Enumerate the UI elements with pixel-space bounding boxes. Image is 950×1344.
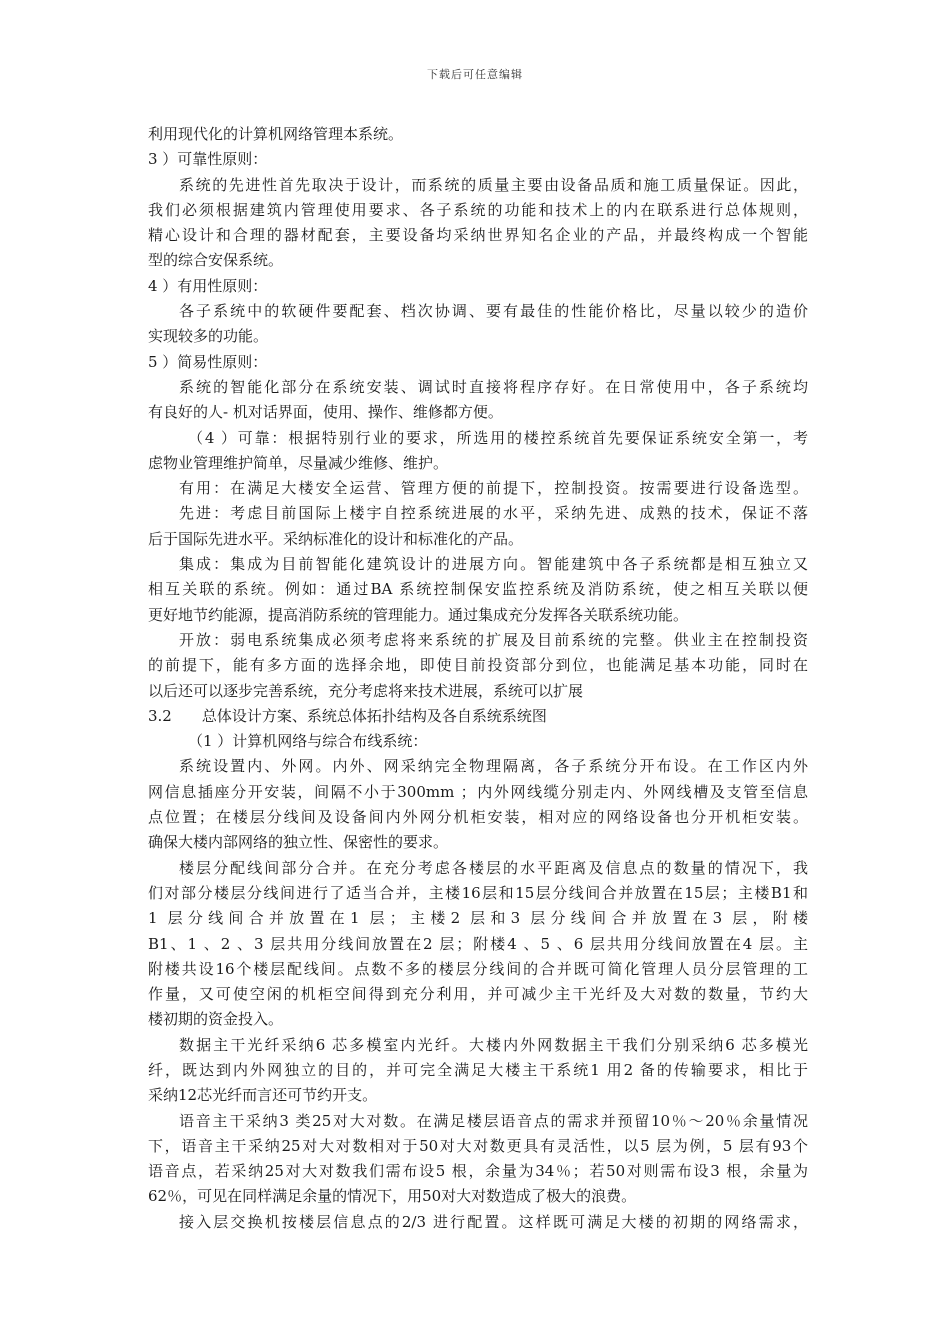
text-line: 确保大楼内部网络的独立性、保密性的要求。 [148,833,449,852]
text-line: 下，语音主干采纳25对大对数相对于50对大对数更具有灵活性，以5 层为例，5 层有93个 [148,1136,808,1155]
text-line: 语音主干采纳3 类25对大对数。在满足楼层语音点的需求并预留10％～20％余量情况 [179,1111,808,1130]
text-line: 点位置；在楼层分线间及设备间内外网分机柜安装，相对应的网络设备也分开机柜安装。 [148,808,808,827]
text-line: 5 ）简易性原则： [148,352,268,371]
text-line: 虑物业管理维护简单，尽量减少维修、维护。 [148,453,449,472]
text-line: 系统的先进性首先取决于设计，而系统的质量主要由设备品质和施工质量保证。因此， [179,175,808,194]
text-line: 接入层交换机按楼层信息点的2/3 进行配置。这样既可满足大楼的初期的网络需求， [179,1212,808,1231]
text-line: 更好地节约能源，提高消防系统的管理能力。通过集成充分发挥各关联系统功能。 [148,605,689,624]
text-line: 楼层分配线间部分合并。在充分考虑各楼层的水平距离及信息点的数量的情况下，我 [179,858,808,877]
text-line: 开放：弱电系统集成必须考虑将来系统的扩展及目前系统的完整。供业主在控制投资 [179,630,808,649]
text-line: 各子系统中的软硬件要配套、档次协调、要有最佳的性能价格比，尽量以较少的造价 [179,302,808,321]
text-line: 实现较多的功能。 [148,327,269,346]
text-line: 62％，可见在同样满足余量的情况下，用50对大对数造成了极大的浪费。 [148,1187,637,1206]
text-line: 楼初期的资金投入。 [148,1010,284,1029]
document-body [148,122,808,1235]
text-line: 附楼共设16个楼层配线间。点数不多的楼层分线间的合并既可简化管理人员分层管理的工 [148,959,808,978]
text-line: 作量，又可使空闲的机柜空间得到充分利用，并可减少主干光纤及大对数的数量，节约大 [148,985,808,1004]
text-line: 相互关联的系统。例如：通过BA 系统控制保安监控系统及消防系统，使之相互关联以便 [148,580,808,599]
text-line: 以后还可以逐步完善系统，充分考虑将来技术进展，系统可以扩展 [148,681,584,700]
text-line: 系统的智能化部分在系统安装、调试时直接将程序存好。在日常使用中，各子系统均 [179,377,808,396]
text-line: 1 层分线间合并放置在1 层；主楼2 层和3 层分线间合并放置在3 层，附楼 [148,909,808,928]
text-line: 有良好的人- 机对话界面，使用、操作、维修都方便。 [148,403,503,422]
text-line: 型的综合安保系统。 [148,251,284,270]
text-line: 网信息插座分开安装，间隔不小于300mm ；内外网线缆分别走内、外网线槽及支管至信息 [148,782,808,801]
text-line: （1 ）计算机网络与综合布线系统： [188,732,428,751]
text-line: 后于国际先进水平。采纳标准化的设计和标准化的产品。 [148,529,524,548]
text-line: B1、1 、2 、3 层共用分线间放置在2 层；附楼4 、5 、6 层共用分线间放置在4 层。主 [148,934,808,953]
text-line: 集成：集成为目前智能化建筑设计的进展方向。智能建筑中各子系统都是相互独立又 [179,555,808,574]
text-line: 3 ）可靠性原则： [148,150,268,169]
text-line: 的前提下，能有多方面的选择余地，即使目前投资部分到位，也能满足基本功能，同时在 [148,656,808,675]
text-line: 我们必须根据建筑内管理使用要求、各子系统的功能和技术上的内在联系进行总体规则， [148,200,808,219]
text-line: 语音点，若采纳25对大对数我们需布设5 根，余量为34％；若50对则需布设3 根，余量为 [148,1162,808,1181]
text-line: 数据主干光纤采纳6 芯多模室内光纤。大楼内外网数据主干我们分别采纳6 芯多模光 [179,1035,808,1054]
text-line: 先进：考虑目前国际上楼宇自控系统进展的水平，采纳先进、成熟的技术，保证不落 [179,504,808,523]
text-line: 4 ）有用性原则： [148,276,268,295]
text-line: 纤，既达到内外网独立的目的，并可完全满足大楼主干系统1 用2 备的传输要求，相比于 [148,1060,808,1079]
page-header: 下载后可任意编辑 [427,68,523,81]
text-line: 利用现代化的计算机网络管理本系统。 [148,125,404,143]
text-line: 3.2 总体设计方案、系统总体拓扑结构及各自系统系统图 [148,706,547,725]
text-line: 有用：在满足大楼安全运营、管理方便的前提下，控制投资。按需要进行设备选型。 [179,479,808,498]
text-line: 系统设置内、外网。内外、网采纳完全物理隔离，各子系统分开布设。在工作区内外 [179,757,808,776]
text-line: 们对部分楼层分线间进行了适当合并，主楼16层和15层分线间合并放置在15层；主楼B1和 [148,883,808,902]
text-line: 采纳12芯光纤而言还可节约开支。 [148,1086,378,1105]
text-line: （4 ）可靠：根据特别行业的要求，所选用的楼控系统首先要保证系统安全第一，考 [188,428,808,447]
text-line: 精心设计和合理的器材配套，主要设备均采纳世界知名企业的产品，并最终构成一个智能 [148,226,808,245]
